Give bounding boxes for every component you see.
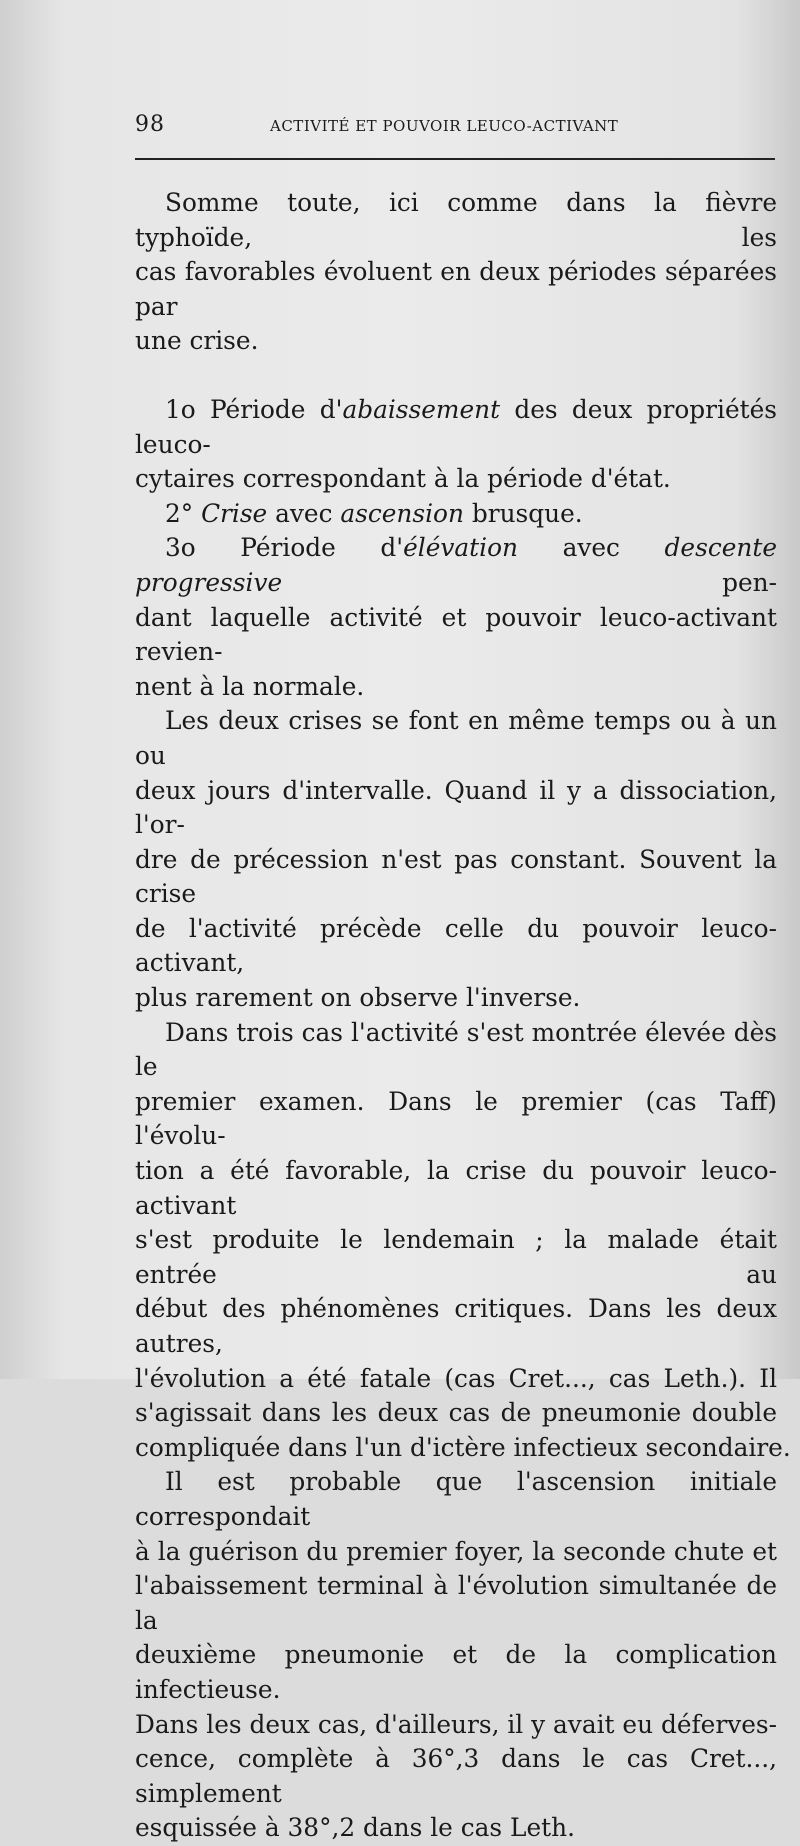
paragraph-4	[135, 1465, 777, 1846]
text-line: s'agissait dans les deux cas de pneumonie double	[135, 1398, 777, 1428]
text-line	[135, 531, 777, 600]
page-header	[135, 112, 775, 142]
list-number: 1o Période d'	[165, 394, 343, 424]
emphasis: abaissement	[342, 394, 501, 424]
text-line: cytaires correspondant à la période d'état.	[135, 464, 671, 494]
text-line: deux jours d'intervalle. Quand il y a dissociation, l'or-	[135, 775, 777, 840]
paragraph-2	[135, 704, 777, 1015]
paragraph-1	[135, 186, 777, 359]
text-line: Dans les deux cas, d'ailleurs, il y avait eu déferves-	[135, 1709, 777, 1739]
running-head: ACTIVITÉ ET POUVOIR LEUCO-ACTIVANT	[270, 117, 619, 135]
text-line: Somme toute, ici comme dans la fièvre typhoïde, les	[135, 188, 777, 252]
emphasis: Crise	[201, 498, 268, 528]
text-line: dant laquelle activité et pouvoir leuco-activant revien-	[135, 602, 777, 667]
text-line: compliquée dans l'un d'ictère infectieux secondaire.	[135, 1432, 791, 1462]
text-line: deuxième pneumonie et de la complication infectieuse.	[135, 1640, 777, 1704]
list-item-3	[135, 531, 777, 704]
list-number: 3o Période d'	[165, 533, 404, 563]
text-line: nent à la normale.	[135, 671, 365, 701]
text-run: pen-	[282, 567, 777, 597]
text-line: esquissée à 38°,2 dans le cas Leth.	[135, 1813, 575, 1843]
header-rule	[135, 158, 775, 160]
text-line: premier examen. Dans le premier (cas Taff) l'évolu-	[135, 1086, 777, 1151]
paragraph-gap	[135, 359, 777, 393]
text-run: des deux propriétés leuco-	[135, 394, 777, 459]
text-line: l'évolution a été fatale (cas Cret..., cas Leth.). Il	[135, 1363, 777, 1393]
text-line: une crise.	[135, 326, 259, 356]
list-number: 2°	[165, 498, 202, 528]
list-item-2	[135, 497, 777, 532]
text-line	[135, 393, 777, 462]
paragraph-3	[135, 1016, 791, 1466]
text-line: début des phénomènes critiques. Dans les deux autres,	[135, 1294, 777, 1358]
text-line: cas favorables évoluent en deux périodes séparées par	[135, 257, 777, 321]
text-line: dre de précession n'est pas constant. Souvent la crise	[135, 844, 777, 909]
text-line: à la guérison du premier foyer, la seconde chute et	[135, 1536, 777, 1566]
text-line: plus rarement on observe l'inverse.	[135, 983, 581, 1013]
text-line: cence, complète à 36°,3 dans le cas Cret..., simplement	[135, 1744, 777, 1808]
text-run: avec	[267, 498, 341, 528]
text-line: l'abaissement terminal à l'évolution simultanée de la	[135, 1571, 777, 1635]
text-line: Dans trois cas l'activité s'est montrée élevée dès le	[135, 1017, 777, 1082]
text-run: brusque.	[463, 498, 583, 528]
text-line: tion a été favorable, la crise du pouvoir leuco-activant	[135, 1156, 777, 1220]
emphasis: ascension	[340, 498, 464, 528]
text-line: Les deux crises se font en même temps ou à un ou	[135, 706, 777, 770]
page-number: 98	[135, 112, 165, 137]
list-item-1	[135, 393, 777, 497]
body-text	[135, 186, 791, 1846]
emphasis: descente progressive	[135, 533, 777, 597]
text-line: s'est produite le lendemain ; la malade était entrée au	[135, 1225, 777, 1289]
text-run: avec	[517, 533, 665, 563]
emphasis: élévation	[403, 533, 518, 563]
text-line: de l'activité précède celle du pouvoir leuco-activant,	[135, 913, 777, 978]
text-line: Il est probable que l'ascension initiale correspondait	[135, 1467, 777, 1531]
text-line	[135, 497, 777, 532]
